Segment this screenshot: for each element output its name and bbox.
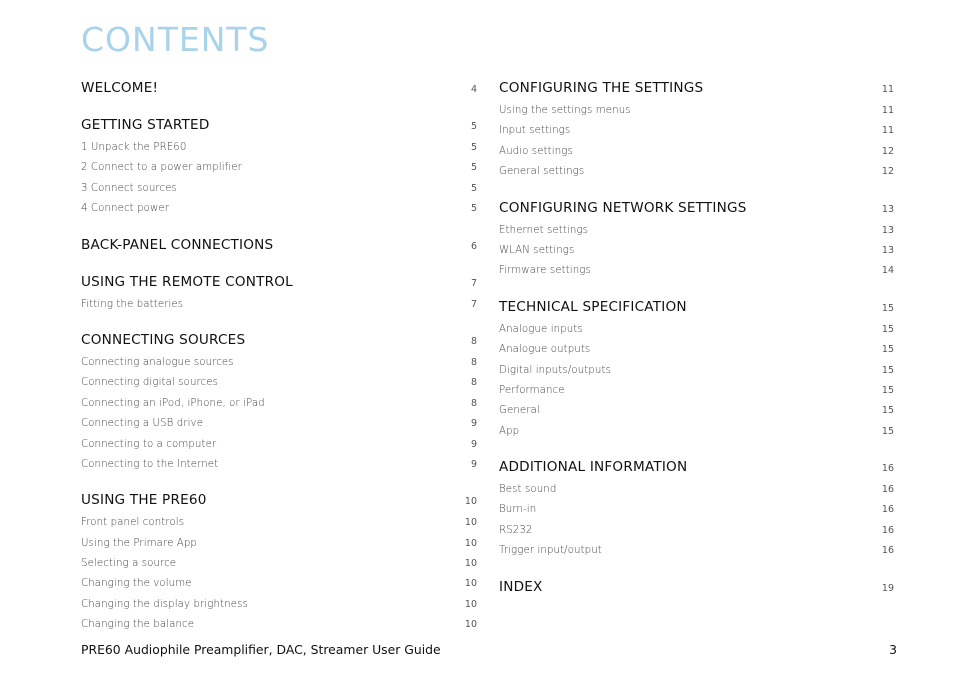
- toc-entry[interactable]: [499, 381, 894, 401]
- toc-entry[interactable]: [499, 480, 894, 500]
- toc-entry-label: Changing the balance: [81, 619, 195, 631]
- toc-entry[interactable]: [81, 138, 477, 158]
- toc-entry[interactable]: [81, 353, 477, 373]
- toc-section: [81, 328, 477, 475]
- toc-entry-label: Connecting an iPod, iPhone, or iPad: [81, 397, 265, 409]
- toc-entry-page-number: 9: [470, 438, 477, 450]
- toc-entry[interactable]: [81, 595, 477, 615]
- toc-entry[interactable]: [499, 541, 894, 561]
- toc-entry-label: Using the settings menus: [499, 105, 631, 116]
- toc-entry-page-number: 9: [470, 418, 477, 430]
- footer-document-title: PRE60 Audiophile Preamplifier, DAC, Streamer User Guide: [81, 642, 441, 657]
- toc-entry[interactable]: [81, 158, 477, 178]
- toc-entry-page-number: 15: [881, 425, 894, 437]
- toc-entry-page-number: 15: [881, 323, 894, 335]
- toc-entry[interactable]: [499, 521, 894, 541]
- toc-entry-label: Using the Primare App: [81, 537, 197, 549]
- toc-section-title: INDEX: [499, 578, 543, 595]
- toc-section-heading[interactable]: [81, 233, 477, 257]
- toc-entry-page-number: 10: [464, 598, 477, 610]
- toc-entry-page-number: 5: [470, 203, 477, 215]
- toc-entry-label: Ethernet settings: [499, 224, 589, 236]
- toc-entry-page-number: 11: [881, 105, 894, 116]
- toc-entry-label: Front panel controls: [81, 517, 185, 529]
- toc-left-column: [81, 76, 477, 649]
- toc-entry-label: RS232: [499, 524, 533, 536]
- toc-entry-page-number: 16: [881, 484, 894, 496]
- toc-section-page-number: 7: [470, 277, 477, 289]
- page-title: CONTENTS: [81, 20, 270, 59]
- toc-entry[interactable]: [81, 394, 477, 414]
- toc-entry[interactable]: [499, 162, 894, 182]
- toc-entry-label: Connecting to the Internet: [81, 458, 219, 470]
- toc-entry-page-number: 8: [470, 377, 477, 389]
- toc-section-heading[interactable]: [81, 113, 477, 137]
- toc-section-heading[interactable]: [499, 575, 894, 599]
- toc-entry-page-number: 16: [881, 545, 894, 557]
- toc-entry[interactable]: [499, 261, 894, 281]
- toc-section-title: CONFIGURING THE SETTINGS: [499, 80, 704, 96]
- toc-entry-page-number: 10: [464, 619, 477, 631]
- toc-section-page-number: 13: [881, 203, 894, 215]
- toc-entry-label: Connecting digital sources: [81, 377, 219, 389]
- toc-section-heading[interactable]: [499, 295, 894, 319]
- toc-entry-label: Input settings: [499, 125, 571, 137]
- toc-entry[interactable]: [499, 142, 894, 162]
- toc-section-title: WELCOME!: [81, 80, 159, 96]
- toc-entry-page-number: 15: [881, 364, 894, 376]
- toc-section-title: CONFIGURING NETWORK SETTINGS: [499, 199, 747, 216]
- toc-section: [81, 76, 477, 100]
- toc-entry-label: Connecting to a computer: [81, 438, 217, 450]
- toc-section-page-number: 16: [881, 463, 894, 475]
- toc-entry-page-number: 12: [881, 166, 894, 178]
- toc-entry-label: Changing the display brightness: [81, 598, 248, 610]
- toc-entry-page-number: 13: [881, 224, 894, 236]
- toc-entry[interactable]: [81, 455, 477, 475]
- toc-entry-page-number: 15: [881, 405, 894, 417]
- toc-entry-page-number: 11: [881, 125, 894, 137]
- toc-entry-label: Audio settings: [499, 145, 573, 157]
- toc-entry-label: 3 Connect sources: [81, 182, 177, 194]
- toc-entry-label: General: [499, 405, 540, 417]
- toc-entry[interactable]: [81, 574, 477, 594]
- toc-entry-label: App: [499, 425, 520, 437]
- toc-entry-page-number: 10: [464, 537, 477, 549]
- toc-entry-page-number: 16: [881, 524, 894, 536]
- toc-entry[interactable]: [499, 340, 894, 360]
- footer-page-number: 3: [889, 642, 897, 657]
- toc-section: [499, 196, 894, 282]
- toc-entry-page-number: 5: [470, 162, 477, 174]
- toc-entry[interactable]: [81, 554, 477, 574]
- toc-section-page-number: 11: [881, 84, 894, 95]
- toc-entry-page-number: 14: [881, 265, 894, 277]
- toc-entry-page-number: 8: [470, 397, 477, 409]
- toc-section-page-number: 8: [470, 335, 477, 347]
- toc-entry[interactable]: [81, 373, 477, 393]
- toc-section-heading[interactable]: [499, 196, 894, 220]
- toc-section-heading[interactable]: [499, 455, 894, 479]
- toc-entry-page-number: 9: [470, 458, 477, 470]
- toc-section: [81, 113, 477, 220]
- toc-entry[interactable]: [81, 179, 477, 199]
- toc-entry-label: Firmware settings: [499, 265, 591, 277]
- toc-entry-label: Analogue inputs: [499, 323, 583, 335]
- toc-entry-label: 2 Connect to a power amplifier: [81, 162, 242, 174]
- toc-entry-label: Fitting the batteries: [81, 298, 184, 310]
- toc-section-title: USING THE PRE60: [81, 492, 207, 509]
- toc-entry-label: Connecting analogue sources: [81, 356, 234, 368]
- toc-entry-label: WLAN settings: [499, 244, 575, 256]
- toc-section-page-number: 15: [881, 302, 894, 314]
- toc-entry-page-number: 8: [470, 356, 477, 368]
- toc-section-page-number: 5: [470, 121, 477, 132]
- toc-entry[interactable]: [499, 320, 894, 340]
- toc-entry[interactable]: [499, 221, 894, 241]
- toc-entry-page-number: 10: [464, 558, 477, 570]
- toc-entry-page-number: 12: [881, 145, 894, 157]
- toc-entry-page-number: 13: [881, 244, 894, 256]
- toc-entry[interactable]: [81, 513, 477, 533]
- toc-section: [499, 575, 894, 599]
- toc-section-heading[interactable]: [81, 488, 477, 512]
- toc-entry-label: Analogue outputs: [499, 344, 591, 356]
- toc-entry-label: Selecting a source: [81, 558, 177, 570]
- toc-section: [81, 233, 477, 257]
- toc-entry[interactable]: [499, 422, 894, 442]
- toc-entry-page-number: 5: [470, 182, 477, 194]
- toc-entry-page-number: 15: [881, 384, 894, 396]
- toc-section-heading[interactable]: [81, 328, 477, 352]
- toc-entry[interactable]: [81, 435, 477, 455]
- toc-entry-label: Changing the volume: [81, 578, 192, 590]
- toc-section-title: TECHNICAL SPECIFICATION: [499, 298, 687, 315]
- toc-section: [81, 270, 477, 315]
- toc-entry-label: Digital inputs/outputs: [499, 364, 611, 376]
- toc-entry[interactable]: [499, 121, 894, 141]
- toc-entry-page-number: 10: [464, 517, 477, 529]
- toc-entry-label: 1 Unpack the PRE60: [81, 142, 187, 153]
- toc-section-title: BACK-PANEL CONNECTIONS: [81, 236, 274, 253]
- toc-section-heading[interactable]: [81, 270, 477, 294]
- toc-section-page-number: 4: [470, 84, 477, 95]
- toc-entry-label: Burn-in: [499, 504, 537, 516]
- toc-section-heading[interactable]: [499, 76, 894, 100]
- toc-section-page-number: 19: [881, 582, 894, 594]
- toc-entry-page-number: 5: [470, 142, 477, 153]
- toc-entry-label: 4 Connect power: [81, 203, 170, 215]
- toc-entry-page-number: 7: [470, 298, 477, 310]
- toc-entry[interactable]: [499, 361, 894, 381]
- toc-section-page-number: 6: [470, 240, 477, 252]
- toc-entry-label: General settings: [499, 166, 585, 178]
- footer: [81, 642, 897, 657]
- toc-entry[interactable]: [499, 241, 894, 261]
- toc-entry-label: Best sound: [499, 484, 557, 496]
- toc-entry-label: Trigger input/output: [499, 545, 602, 557]
- toc-section-page-number: 10: [464, 496, 477, 508]
- toc-entry-page-number: 10: [464, 578, 477, 590]
- toc-section-title: ADDITIONAL INFORMATION: [499, 459, 688, 476]
- toc-section-title: CONNECTING SOURCES: [81, 331, 246, 348]
- toc-entry[interactable]: [81, 414, 477, 434]
- toc-section: [499, 455, 894, 562]
- toc-section-title: GETTING STARTED: [81, 117, 210, 133]
- toc-entry[interactable]: [81, 615, 477, 635]
- toc-entry[interactable]: [499, 401, 894, 421]
- toc-entry-page-number: 16: [881, 504, 894, 516]
- toc-section: [81, 488, 477, 635]
- toc-section: [499, 295, 894, 442]
- toc-entry-label: Performance: [499, 384, 565, 396]
- toc-entry-label: Connecting a USB drive: [81, 418, 204, 430]
- toc-entry[interactable]: [499, 101, 894, 121]
- toc-entry[interactable]: [81, 534, 477, 554]
- toc-section: [499, 76, 894, 183]
- toc-section-heading[interactable]: [81, 76, 477, 100]
- toc-right-column: [499, 76, 894, 612]
- toc-entry[interactable]: [81, 199, 477, 219]
- toc-section-title: USING THE REMOTE CONTROL: [81, 273, 293, 290]
- toc-entry-page-number: 15: [881, 344, 894, 356]
- toc-entry[interactable]: [81, 295, 477, 315]
- toc-entry[interactable]: [499, 500, 894, 520]
